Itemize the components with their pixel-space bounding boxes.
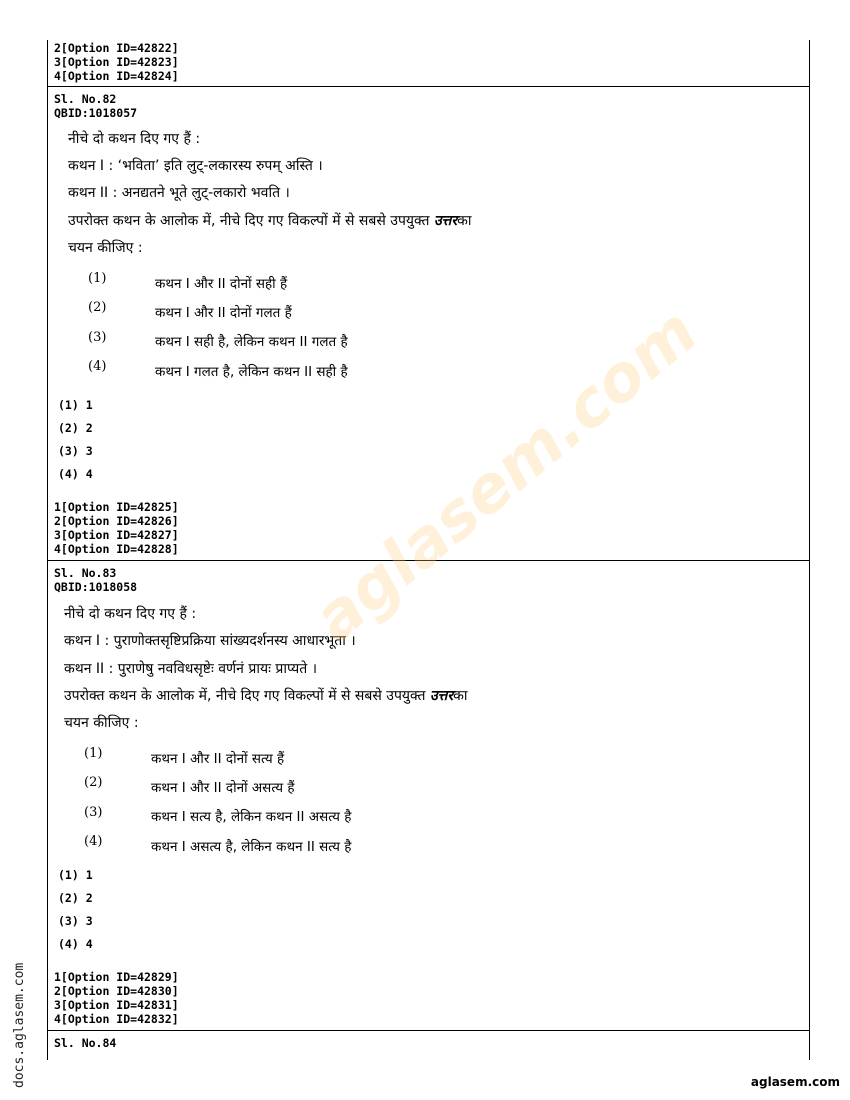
q82-statement-2: कथन II : अनद्यतने भूते लुट्-लकारो भवति । — [68, 185, 290, 201]
q83-option-id-1: 1[Option ID=42829] — [54, 970, 179, 984]
prev-option-id-3: 3[Option ID=42823] — [54, 55, 179, 69]
divider — [47, 86, 810, 87]
q82-choice-text-1: कथन I और II दोनों सही हैं — [155, 276, 288, 292]
q83-choice-num-4: (4) — [84, 834, 103, 849]
q82-qbid: QBID:1018057 — [54, 106, 138, 120]
q83-instruction-end: का — [453, 688, 468, 704]
q83-statement-1: कथन I : पुराणोक्तसृष्टिप्रक्रिया सांख्यदर्शनस्य आधारभूता । — [64, 633, 356, 649]
q82-answer-1: (1) 1 — [58, 398, 93, 412]
q82-intro: नीचे दो कथन दिए गए हैं : — [68, 131, 201, 147]
q82-answer-4: (4) 4 — [58, 467, 93, 481]
q83-qbid: QBID:1018058 — [54, 580, 138, 594]
watermark: aglasem.com — [300, 294, 712, 657]
q83-answer-2: (2) 2 — [58, 891, 93, 905]
q82-choice-text-3: कथन I सही है, लेकिन कथन II गलत है — [155, 334, 348, 350]
q83-choice-num-1: (1) — [84, 746, 103, 761]
q83-answer-4: (4) 4 — [58, 937, 93, 951]
q82-instruction-emphasis: उत्तर — [433, 213, 458, 229]
q82-choice-num-3: (3) — [88, 330, 107, 345]
q82-instruction-end: का — [457, 213, 472, 229]
q83-choice-num-2: (2) — [84, 775, 103, 790]
q83-serial: Sl. No.83 — [54, 566, 117, 580]
divider — [47, 1030, 810, 1031]
prev-option-id-2: 2[Option ID=42822] — [54, 41, 179, 55]
q82-instruction — [68, 211, 471, 231]
q83-instruction-emphasis: उत्तर — [429, 688, 454, 704]
q83-choice-text-2: कथन I और II दोनों असत्य हैं — [151, 780, 295, 796]
q82-choice-text-2: कथन I और II दोनों गलत हैं — [155, 305, 292, 321]
q82-choice-num-2: (2) — [88, 300, 107, 315]
q83-option-id-2: 2[Option ID=42830] — [54, 984, 179, 998]
q82-serial: Sl. No.82 — [54, 92, 117, 106]
q82-instruction-text: उपरोक्त कथन के आलोक में, नीचे दिए गए विकल्पों में से सबसे उपयुक्त — [68, 213, 434, 229]
q82-answer-2: (2) 2 — [58, 421, 93, 435]
q83-answer-1: (1) 1 — [58, 868, 93, 882]
q82-choice-num-4: (4) — [88, 359, 107, 374]
q83-option-id-3: 3[Option ID=42831] — [54, 998, 179, 1012]
q83-statement-2: कथन II : पुराणेषु नवविधसृष्टेः वर्णनं प्रायः प्राप्यते । — [64, 661, 318, 677]
q83-intro: नीचे दो कथन दिए गए हैं : — [64, 606, 197, 622]
q83-instruction-text: उपरोक्त कथन के आलोक में, नीचे दिए गए विकल्पों में से सबसे उपयुक्त — [64, 688, 430, 704]
q83-choice-text-4: कथन I असत्य है, लेकिन कथन II सत्य है — [151, 839, 352, 855]
q82-choice-num-1: (1) — [88, 271, 107, 286]
q82-option-id-2: 2[Option ID=42826] — [54, 514, 179, 528]
q83-choice-num-3: (3) — [84, 805, 103, 820]
q82-answer-3: (3) 3 — [58, 444, 93, 458]
q83-answer-3: (3) 3 — [58, 914, 93, 928]
q83-choice-text-1: कथन I और II दोनों सत्य हैं — [151, 751, 285, 767]
q83-instruction — [64, 686, 467, 706]
q82-instruction-2: चयन कीजिए : — [68, 240, 143, 256]
side-url: docs.aglasem.com — [12, 962, 27, 1088]
footer-brand: aglasem.com — [750, 1075, 840, 1089]
q83-choice-text-3: कथन I सत्य है, लेकिन कथन II असत्य है — [151, 809, 352, 825]
q82-option-id-3: 3[Option ID=42827] — [54, 528, 179, 542]
q84-serial: Sl. No.84 — [54, 1036, 117, 1050]
q82-statement-1: कथन I : ‘भविता’ इति लुट्-लकारस्य रुपम् अस्ति । — [68, 158, 323, 174]
prev-option-id-4: 4[Option ID=42824] — [54, 69, 179, 83]
q82-choice-text-4: कथन I गलत है, लेकिन कथन II सही है — [155, 364, 348, 380]
q82-option-id-1: 1[Option ID=42825] — [54, 500, 179, 514]
q82-option-id-4: 4[Option ID=42828] — [54, 542, 179, 556]
q83-option-id-4: 4[Option ID=42832] — [54, 1012, 179, 1026]
q83-instruction-2: चयन कीजिए : — [64, 715, 139, 731]
